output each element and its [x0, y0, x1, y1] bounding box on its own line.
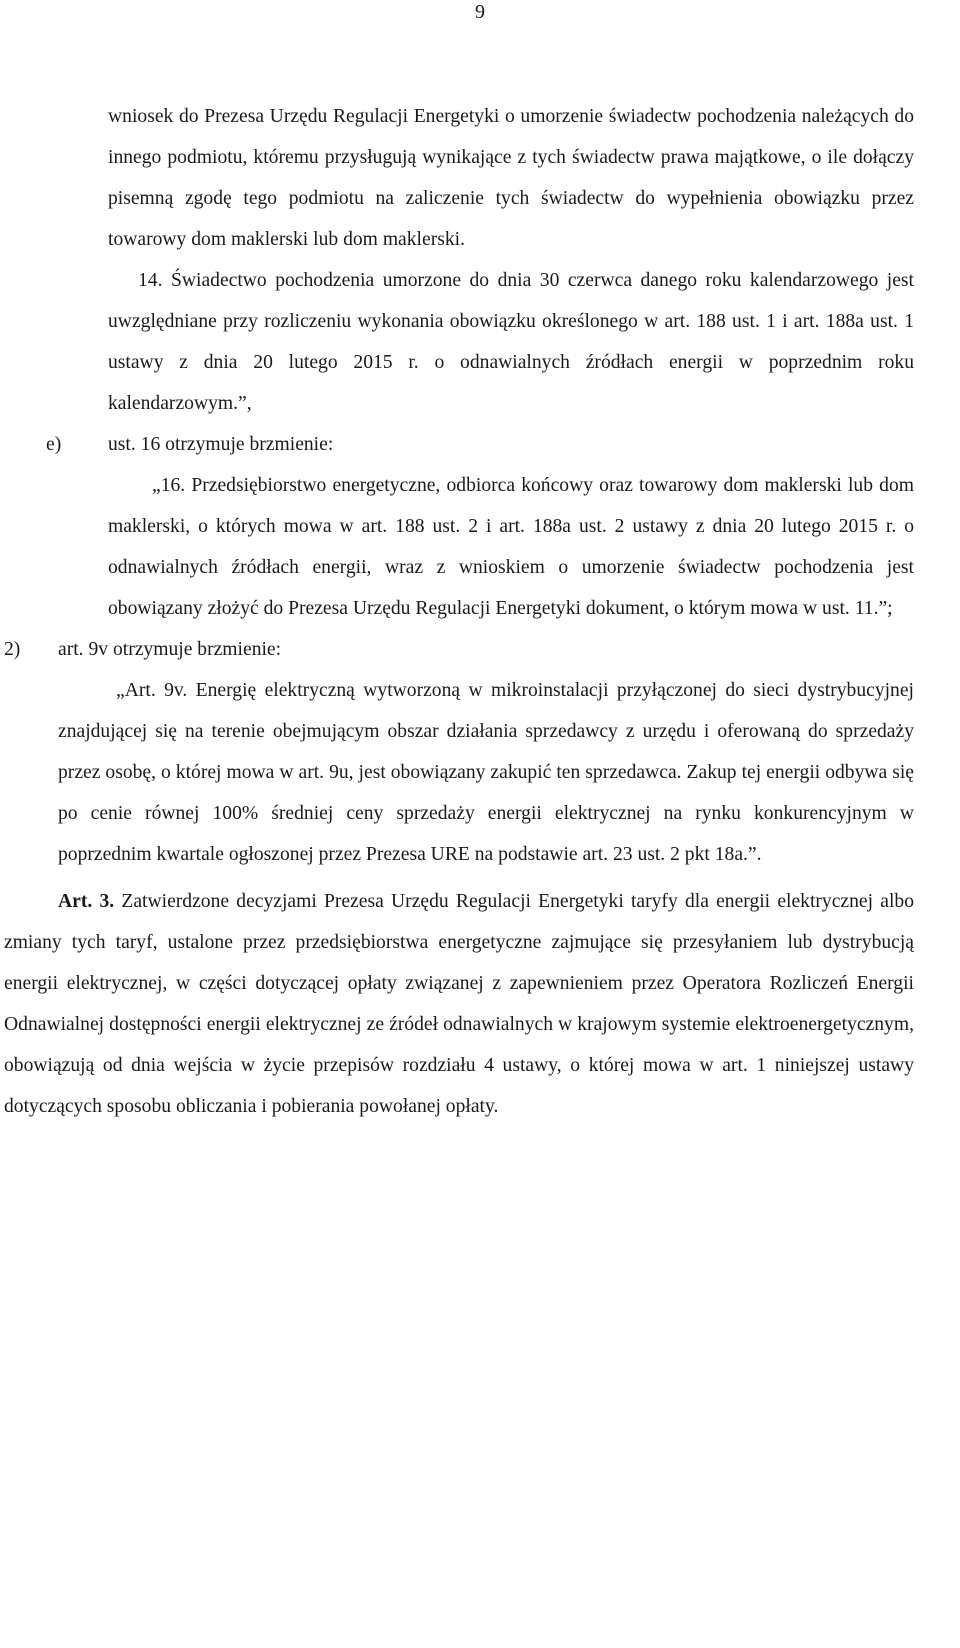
- art-3-heading: Art. 3.: [58, 891, 115, 912]
- item-e: [0, 424, 960, 465]
- page-number: 9: [475, 1, 485, 23]
- point-16-block: [108, 465, 914, 629]
- art-3-text: Zatwierdzone decyzjami Prezesa Urzędu Regulacji Energetyki taryfy dla energii elektrycznej albo zmiany tych taryf, ustalone przez przedsiębiorstwa energetyczne zajmujące się przesyłaniem lub dystrybucją energii elektrycznej, w części dotyczącej opłaty związanej z zapewnieniem przez Operatora Rozliczeń Energii Odnawialnej dostępności energii elektrycznej ze źródeł odnawialnych w krajowym systemie elektroenergetycznym, obowiązują od dnia wejścia w życie przepisów rozdziału 4 ustawy, o której mowa w art. 1 niniejszej ustawy dotyczących sposobu obliczania i pobierania powołanej opłaty.: [4, 891, 914, 1117]
- continuation-paragraph: wniosek do Prezesa Urzędu Regulacji Energetyki o umorzenie świadectw pochodzenia należących do innego podmiotu, któremu przysługują wynikające z tych świadectw prawa majątkowe, o ile dołączy pisemną zgodę tego podmiotu na zaliczenie tych świadectw do wypełnienia obowiązku przez towarowy dom maklerski lub dom maklerski.: [108, 106, 914, 250]
- item-2-label: 2): [4, 639, 21, 660]
- item-2: [0, 629, 960, 670]
- paragraph-14: 14. Świadectwo pochodzenia umorzone do dnia 30 czerwca danego roku kalendarzowego jest uwzględniane przy rozliczeniu wykonania obowiązku określonego w art. 188 ust. 1 i art. 188a ust. 1 ustawy z dnia 20 lutego 2015 r. o odnawialnych źródłach energii w poprzednim roku kalendarzowym.”,: [108, 270, 914, 414]
- art-9v-block: [58, 670, 914, 875]
- paragraph-art-9v: „Art. 9v. Energię elektryczną wytworzoną w mikroinstalacji przyłączonej do sieci dystrybucyjnej znajdującej się na terenie obejmującym obszar działania sprzedawcy z urzędu i oferowaną do sprzedaży przez osobę, o której mowa w art. 9u, jest obowiązany zakupić ten sprzedawca. Zakup tej energii odbywa się po cenie równej 100% średniej ceny sprzedaży energii elektrycznej na rynku konkurencyjnym w poprzednim kwartale ogłoszonej przez Prezesa URE na podstawie art. 23 ust. 2 pkt 18a.”.: [58, 680, 914, 865]
- item-e-label: e): [46, 434, 62, 455]
- continuation-block: [108, 96, 914, 424]
- item-e-text: ust. 16 otrzymuje brzmienie:: [108, 434, 334, 455]
- document-body: [0, 96, 960, 1127]
- item-2-text: art. 9v otrzymuje brzmienie:: [58, 639, 282, 660]
- art-3-block: [4, 881, 914, 1127]
- paragraph-16: „16. Przedsiębiorstwo energetyczne, odbiorca końcowy oraz towarowy dom maklerski lub dom maklerski, o których mowa w art. 188 ust. 2 i art. 188a ust. 2 ustawy z dnia 20 lutego 2015 r. o odnawialnych źródłach energii, wraz z wnioskiem o umorzenie świadectw pochodzenia jest obowiązany złożyć do Prezesa Urzędu Regulacji Energetyki dokument, o którym mowa w ust. 11.”;: [108, 475, 914, 619]
- paragraph-art-3: [4, 881, 914, 1127]
